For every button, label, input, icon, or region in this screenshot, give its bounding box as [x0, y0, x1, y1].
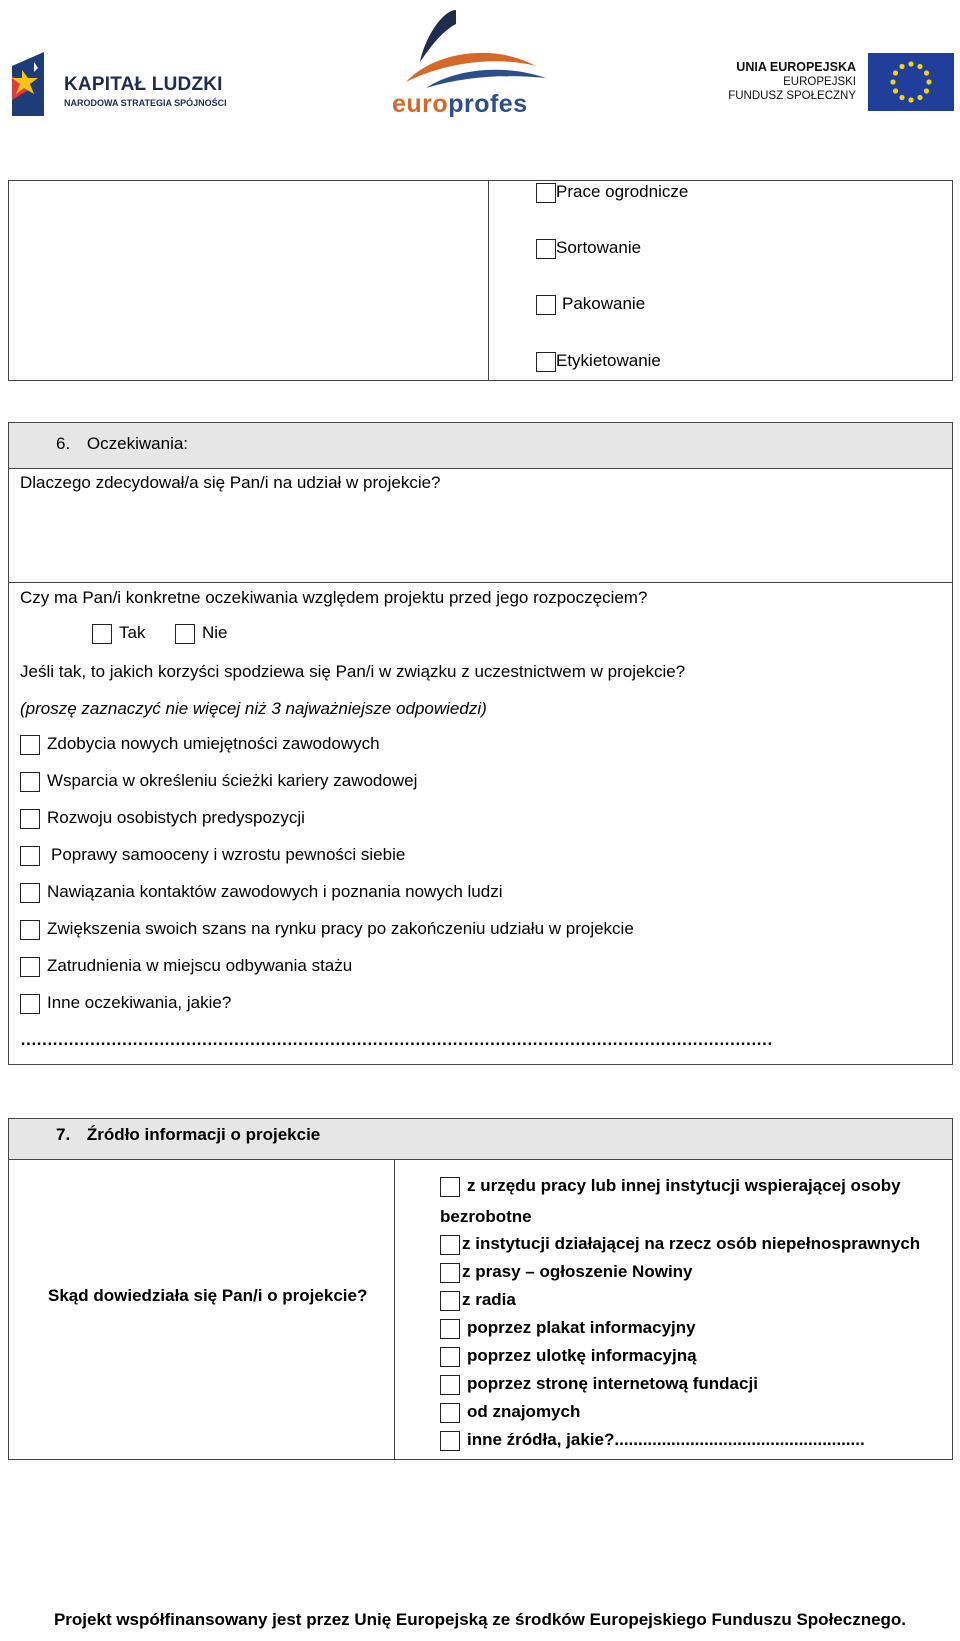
section7-title [56, 1125, 320, 1145]
source-checkbox[interactable] [440, 1431, 460, 1451]
yes-checkbox[interactable] [92, 624, 112, 644]
work-option-item[interactable] [536, 182, 688, 203]
section6-divider [9, 582, 952, 583]
work-option-label: Etykietowanie [556, 351, 661, 370]
source-checkbox[interactable] [440, 1291, 460, 1311]
source-label: poprzez plakat informacyjny [467, 1318, 696, 1337]
source-checkbox[interactable] [440, 1375, 460, 1395]
source-label: poprzez stronę internetową fundacji [467, 1374, 758, 1393]
work-option-checkbox[interactable] [536, 183, 556, 203]
eu-fund-line1: EUROPEJSKI [783, 76, 856, 88]
work-option-checkbox[interactable] [536, 239, 556, 259]
no-option[interactable] [175, 623, 228, 644]
kapital-ludzki-logo [8, 52, 248, 122]
source-option[interactable] [440, 1176, 901, 1197]
work-options-table [8, 180, 953, 381]
work-option-checkbox[interactable] [536, 295, 556, 315]
expectation-label: Wsparcia w określeniu ścieżki kariery zawodowej [47, 771, 418, 790]
source-label: z instytucji działającej na rzecz osób niepełnosprawnych [462, 1234, 921, 1253]
section7-title-text: Źródło informacji o projekcie [86, 1125, 321, 1144]
work-option-label: Prace ogrodnicze [556, 182, 689, 201]
source-checkbox[interactable] [440, 1319, 460, 1339]
section7-question: Skąd dowiedziała się Pan/i o projekcie? [48, 1286, 368, 1305]
eu-logo [728, 52, 956, 112]
section6-hint: (proszę zaznaczyć nie więcej niż 3 najważniejsze odpowiedzi) [20, 699, 487, 718]
section7-divider [394, 1159, 395, 1459]
source-option[interactable] [440, 1430, 865, 1451]
source-option[interactable] [440, 1374, 758, 1395]
expectation-label: Inne oczekiwania, jakie? [47, 993, 232, 1012]
source-label: inne źródła, jakie?..................................................... [467, 1430, 865, 1449]
expectation-option[interactable] [20, 993, 231, 1014]
source-option[interactable] [440, 1402, 580, 1423]
source-label-continued: bezrobotne [440, 1207, 532, 1226]
work-option-label: Sortowanie [556, 238, 642, 257]
section6-q3: Jeśli tak, to jakich korzyści spodziewa się Pan/i w związku z uczestnictwem w projekcie? [20, 662, 686, 681]
expectation-checkbox[interactable] [20, 957, 40, 977]
work-option-checkbox[interactable] [536, 352, 556, 372]
section6-number: 6. [56, 434, 71, 453]
no-label: Nie [202, 623, 228, 642]
source-label: z urzędu pracy lub innej instytucji wspierającej osoby [467, 1176, 901, 1195]
section6-q1: Dlaczego zdecydował/a się Pan/i na udział w projekcie? [20, 473, 441, 492]
no-checkbox[interactable] [175, 624, 195, 644]
section6-title [56, 434, 188, 454]
source-checkbox[interactable] [440, 1403, 460, 1423]
kapital-ludzki-emblem-icon [8, 52, 58, 122]
source-option[interactable] [440, 1290, 516, 1311]
work-option-label: Pakowanie [562, 294, 646, 313]
eu-flag-icon [868, 53, 954, 111]
expectation-option[interactable] [20, 734, 380, 755]
source-checkbox[interactable] [440, 1263, 460, 1283]
yes-option[interactable] [92, 623, 145, 644]
expectation-checkbox[interactable] [20, 883, 40, 903]
source-option[interactable] [440, 1262, 693, 1283]
source-checkbox[interactable] [440, 1347, 460, 1367]
other-expectation-field[interactable]: …………………………………………………………………………………………………………………………… [20, 1030, 772, 1049]
expectation-option[interactable] [20, 771, 417, 792]
expectation-checkbox[interactable] [20, 809, 40, 829]
work-option-item[interactable] [536, 294, 645, 315]
expectation-option[interactable] [20, 882, 502, 903]
eu-fund-line2: FUNDUSZ SPOŁECZNY [728, 90, 856, 102]
work-options-divider [488, 181, 489, 380]
source-option[interactable] [440, 1234, 920, 1255]
expectation-label: Poprawy samooceny i wzrostu pewności siebie [51, 845, 406, 864]
europrofes-prefix: euro [392, 90, 449, 118]
europrofes-suffix: profes [448, 90, 528, 118]
source-checkbox[interactable] [440, 1235, 460, 1255]
section7-number: 7. [56, 1125, 71, 1144]
source-option[interactable] [440, 1318, 696, 1339]
source-label: od znajomych [467, 1402, 581, 1421]
expectation-option[interactable] [20, 956, 352, 977]
yes-label: Tak [119, 623, 146, 642]
expectation-checkbox[interactable] [20, 772, 40, 792]
europrofes-swoosh-icon [386, 4, 576, 94]
expectation-label: Zwiększenia swoich szans na rynku pracy po zakończeniu udziału w projekcie [47, 919, 634, 938]
eu-title: UNIA EUROPEJSKA [736, 60, 856, 74]
expectation-checkbox[interactable] [20, 994, 40, 1014]
europrofes-logo [386, 4, 576, 124]
expectation-label: Zdobycia nowych umiejętności zawodowych [47, 734, 380, 753]
expectation-option[interactable] [20, 808, 305, 829]
source-label: z prasy – ogłoszenie Nowiny [462, 1262, 693, 1281]
expectation-option[interactable] [20, 845, 405, 866]
section6-q2: Czy ma Pan/i konkretne oczekiwania względem projektu przed jego rozpoczęciem? [20, 588, 648, 607]
work-option-item[interactable] [536, 238, 641, 259]
footer-text: Projekt współfinansowany jest przez Unię Europejską ze środków Europejskiego Funduszu Społecznego. [53, 1610, 907, 1629]
expectation-checkbox[interactable] [20, 846, 40, 866]
source-label: z radia [462, 1290, 516, 1309]
source-option[interactable] [440, 1346, 697, 1367]
source-checkbox[interactable] [440, 1177, 460, 1197]
expectation-label: Nawiązania kontaktów zawodowych i poznania nowych ludzi [47, 882, 503, 901]
expectation-checkbox[interactable] [20, 735, 40, 755]
expectation-option[interactable] [20, 919, 634, 940]
expectation-label: Rozwoju osobistych predyspozycji [47, 808, 305, 827]
expectation-checkbox[interactable] [20, 920, 40, 940]
europrofes-wordmark [392, 90, 528, 119]
expectation-label: Zatrudnienia w miejscu odbywania stażu [47, 956, 353, 975]
kapital-ludzki-title: KAPITAŁ LUDZKI [64, 74, 223, 95]
source-label: poprzez ulotkę informacyjną [467, 1346, 697, 1365]
kapital-ludzki-subtitle: NARODOWA STRATEGIA SPÓJNOŚCI [64, 98, 227, 108]
section6-title-text: Oczekiwania: [86, 434, 189, 453]
work-option-item[interactable] [536, 351, 661, 372]
